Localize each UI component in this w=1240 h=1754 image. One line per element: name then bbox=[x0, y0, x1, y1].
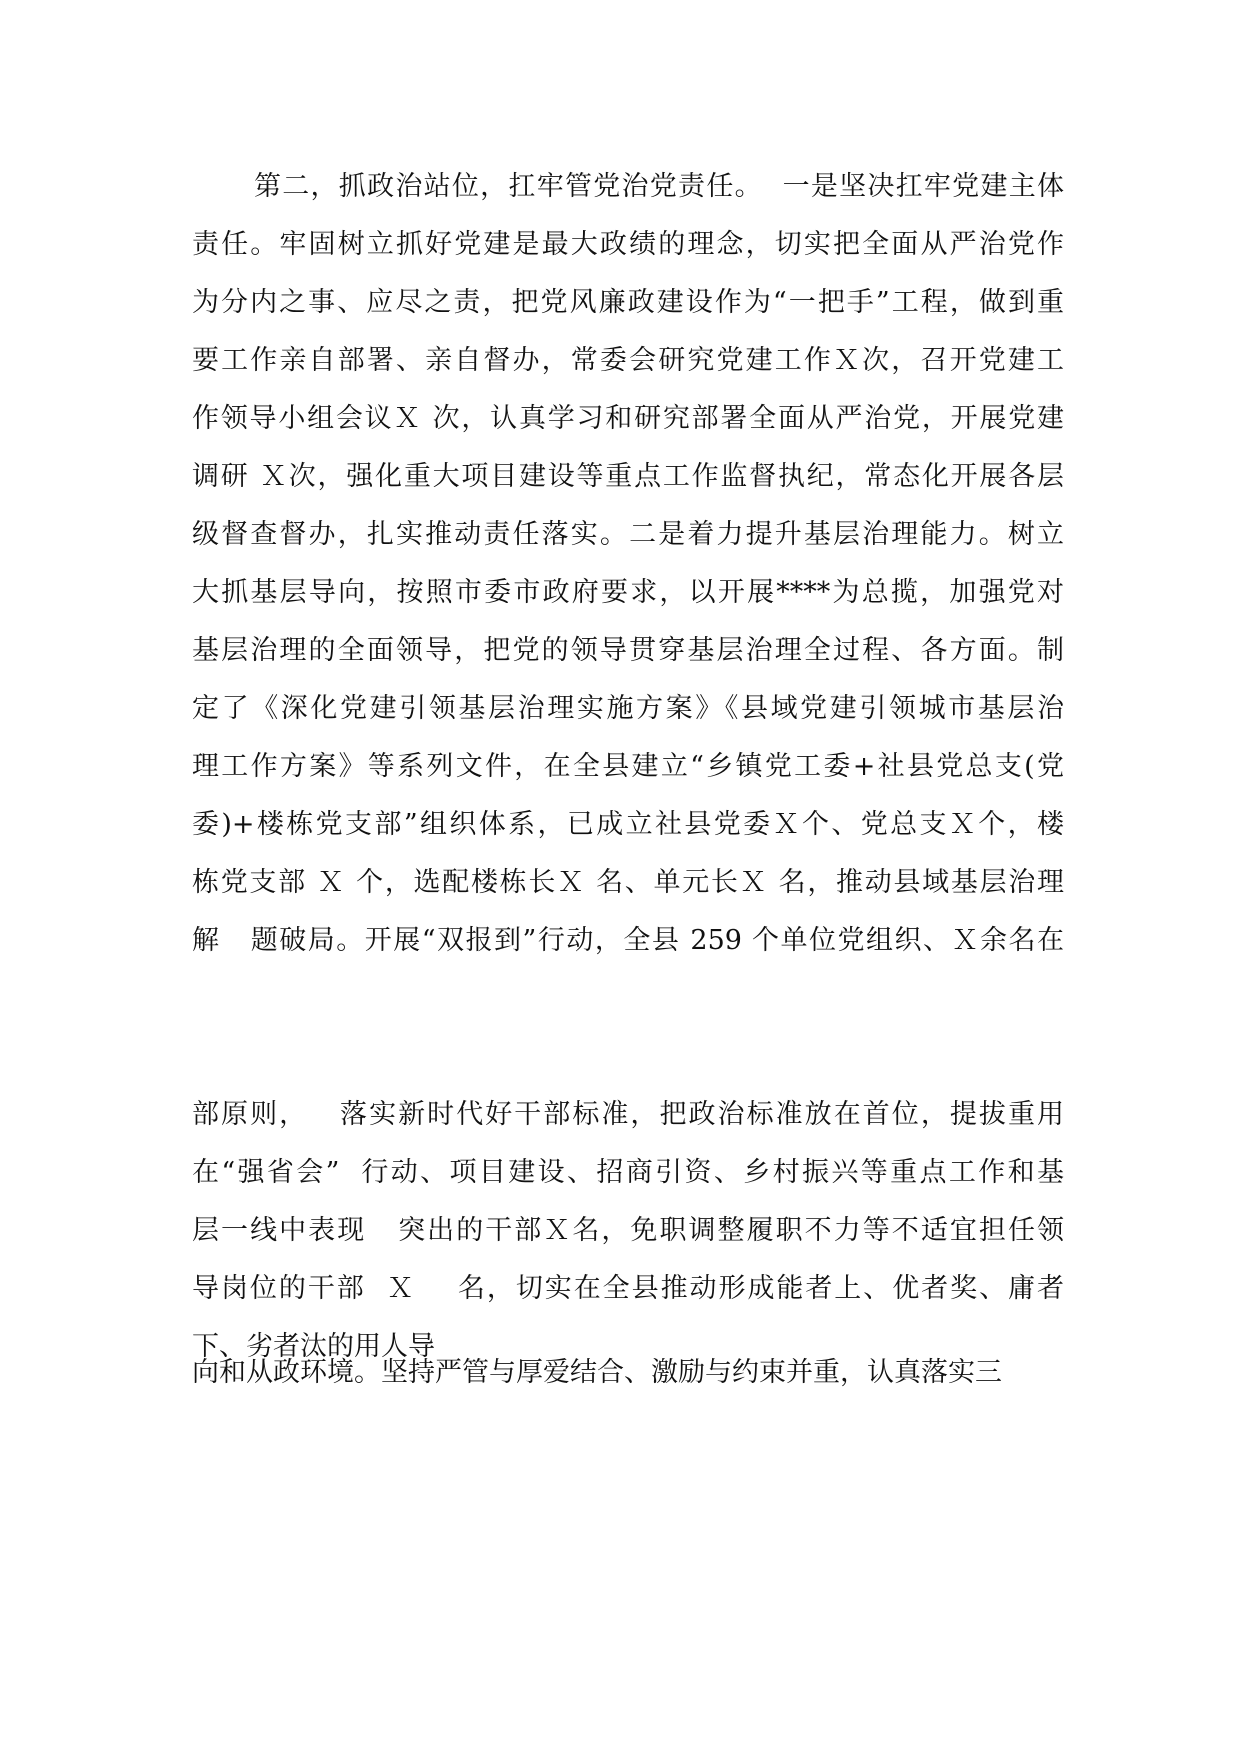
text-line: 定了《深化党建引领基层治理实施方案》《县域党建引领城市基层治 bbox=[192, 693, 1064, 724]
text-line: 第二，抓政治站位，扛牢管党治党责任。 一是坚决扛牢党建主体 bbox=[254, 171, 1064, 202]
text-line: 级督查督办，扎实推动责任落实。二是着力提升基层治理能力。树立 bbox=[192, 519, 1064, 550]
text-line: 下、劣者汰的用人导 bbox=[192, 1331, 435, 1362]
text-line: 责任。牢固树立抓好党建是最大政绩的理念，切实把全面从严治党作 bbox=[192, 229, 1064, 260]
text-line: 解 题破局。开展“双报到”行动，全县 259 个单位党组织、Ｘ余名在 bbox=[192, 925, 1064, 956]
text-line bbox=[192, 970, 1064, 1028]
paragraph-2 bbox=[192, 1344, 1064, 1402]
text-line: 部原则， 落实新时代好干部标准，把政治标准放在首位，提拔重用 bbox=[192, 1099, 1064, 1130]
text-line: 为分内之事、应尽之责，把党风廉政建设作为“一把手”工程，做到重 bbox=[192, 287, 1064, 318]
text-line: 调研 Ｘ次，强化重大项目建设等重点工作监督执纪，常态化开展各层 bbox=[192, 461, 1064, 492]
text-line: 基层治理的全面领导，把党的领导贯穿基层治理全过程、各方面。制 bbox=[192, 635, 1064, 666]
text-line: 大抓基层导向，按照市委市政府要求，以开展****为总揽，加强党对 bbox=[192, 577, 1064, 608]
text-line: 栋党支部 Ｘ 个，选配楼栋长Ｘ 名、单元长Ｘ 名，推动县域基层治理 bbox=[192, 867, 1064, 898]
text-line: 向和从政环境。坚持严管与厚爱结合、激励与约束并重，认真落实三 bbox=[192, 1357, 1002, 1388]
text-line: 理工作方案》等系列文件，在全县建立“乡镇党工委+社县党总支(党 bbox=[192, 751, 1064, 782]
text-line: 要工作亲自部署、亲自督办，常委会研究党建工作Ｘ次，召开党建工 bbox=[192, 345, 1064, 376]
paragraph-1 bbox=[192, 158, 1064, 1376]
text-line: 在“强省会” 行动、项目建设、招商引资、乡村振兴等重点工作和基 bbox=[192, 1157, 1064, 1188]
text-line bbox=[192, 1028, 1064, 1086]
text-line: 层一线中表现 突出的干部Ｘ名，免职调整履职不力等不适宜担任领 bbox=[192, 1215, 1064, 1246]
text-line: 导岗位的干部 Ｘ 名，切实在全县推动形成能者上、优者奖、庸者 bbox=[192, 1273, 1064, 1304]
text-line: 作领导小组会议Ｘ 次，认真学习和研究部署全面从严治党，开展党建 bbox=[192, 403, 1064, 434]
text-line: 委)+楼栋党支部”组织体系，已成立社县党委Ｘ个、党总支Ｘ个，楼 bbox=[192, 809, 1064, 840]
